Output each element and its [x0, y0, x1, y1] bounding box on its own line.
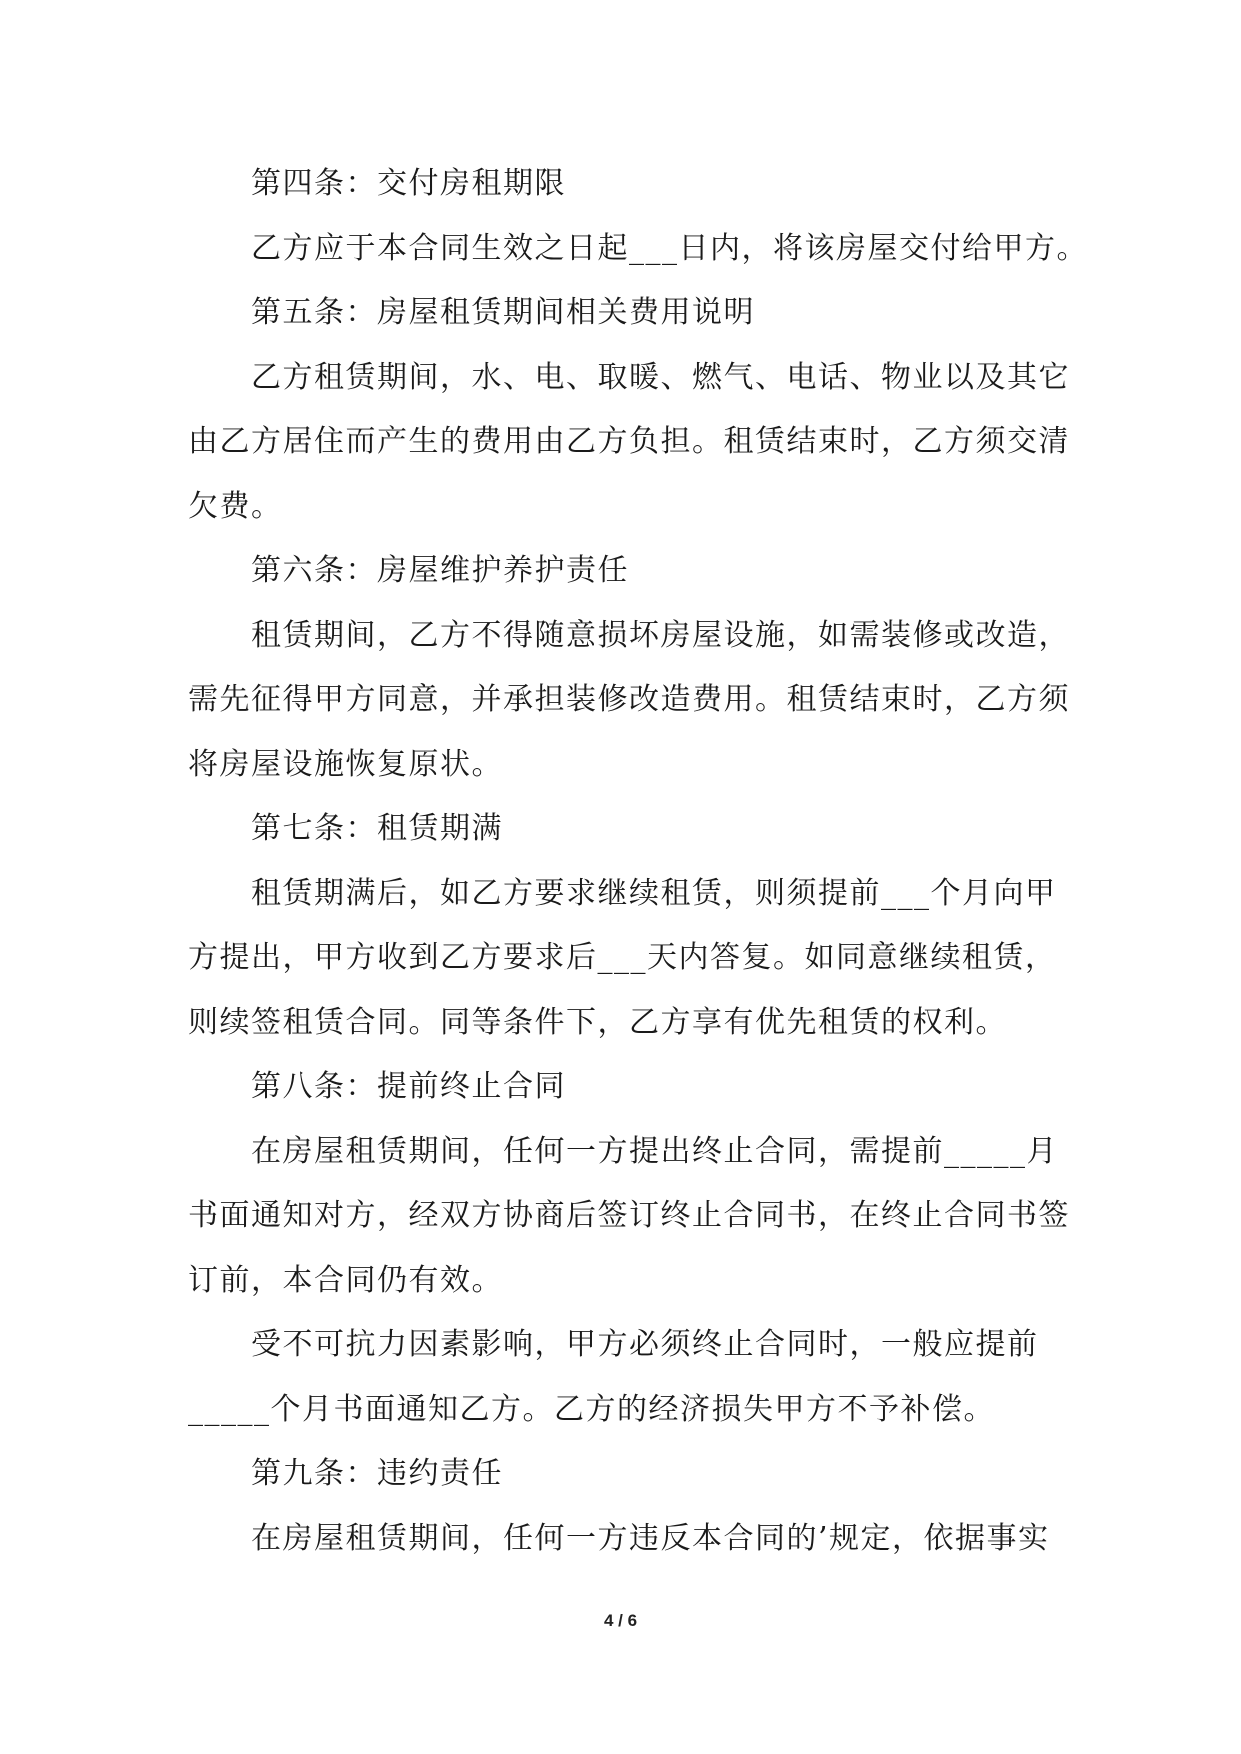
paragraph-line: 由乙方居住而产生的费用由乙方负担。租赁结束时，乙方须交清	[188, 424, 1070, 459]
paragraph-line: 租赁期满后，如乙方要求继续租赁，则须提前___个月向甲	[251, 875, 1057, 911]
paragraph-line: 则续签租赁合同。同等条件下，乙方享有优先租赁的权利。	[188, 1004, 1007, 1040]
paragraph-line: 方提出，甲方收到乙方要求后___天内答复。如同意继续租赁，	[188, 940, 1057, 975]
paragraph-line: _____个月书面通知乙方。乙方的经济损失甲方不予补偿。	[188, 1391, 995, 1427]
article-8-heading: 第八条：提前终止合同	[251, 1069, 566, 1104]
paragraph-line: 书面通知对方，经双方协商后签订终止合同书，在终止合同书签	[188, 1198, 1070, 1233]
paragraph-line: 在房屋租赁期间，任何一方违反本合同的’规定，依据事实	[251, 1520, 1050, 1556]
page-number: 4 / 6	[603, 1611, 638, 1630]
paragraph-line: 将房屋设施恢复原状。	[188, 746, 503, 782]
paragraph-line: 受不可抗力因素影响，甲方必须终止合同时，一般应提前	[251, 1327, 1039, 1362]
paragraph-line: 需先征得甲方同意，并承担装修改造费用。租赁结束时，乙方须	[188, 682, 1070, 717]
article-7-heading: 第七条：租赁期满	[251, 811, 503, 846]
paragraph-line: 租赁期间，乙方不得随意损坏房屋设施，如需装修或改造，	[251, 617, 1070, 653]
article-9-heading: 第九条：违约责任	[251, 1456, 503, 1491]
paragraph-line: 欠费。	[188, 488, 283, 524]
paragraph-line: 乙方租赁期间，水、电、取暖、燃气、电话、物业以及其它	[251, 359, 1070, 395]
paragraph-line: 在房屋租赁期间，任何一方提出终止合同，需提前_____月	[251, 1133, 1058, 1169]
document-body	[188, 152, 1088, 1571]
article-5-heading: 第五条：房屋租赁期间相关费用说明	[251, 295, 755, 330]
article-4-heading: 第四条：交付房租期限	[251, 166, 566, 201]
article-6-heading: 第六条：房屋维护养护责任	[251, 553, 629, 588]
paragraph-line: 订前，本合同仍有效。	[188, 1262, 503, 1298]
paragraph-line: 乙方应于本合同生效之日起___日内，将该房屋交付给甲方。	[251, 230, 1088, 266]
